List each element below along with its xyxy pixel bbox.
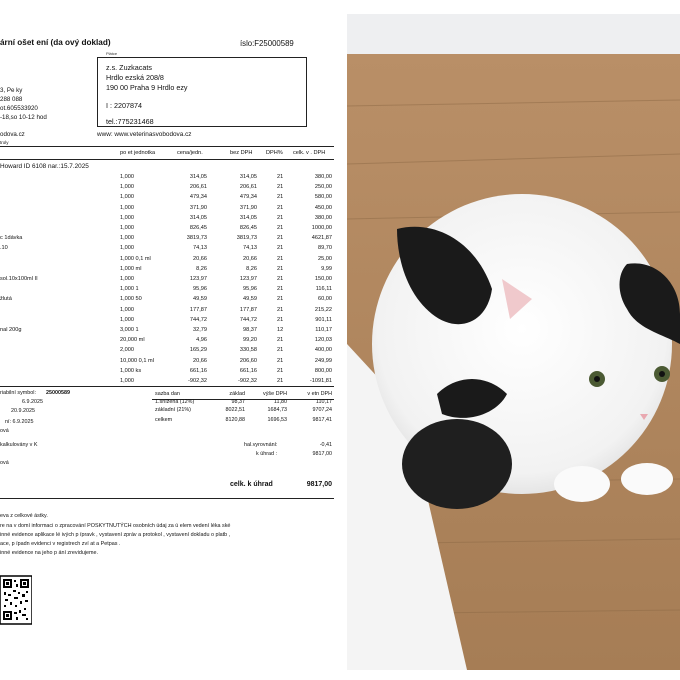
line-item-base: 661,16: [239, 367, 257, 374]
variable-symbol-value: 25000589: [46, 390, 70, 396]
issuer-line: -18,so 10-12 hod: [0, 114, 47, 121]
line-item-vat: 21: [277, 184, 284, 191]
line-item-vat: 21: [277, 214, 284, 221]
line-item-total: 4621,87: [311, 235, 332, 242]
date-issued: 6.9.2025: [22, 399, 43, 405]
issuer-line: ot.605533920: [0, 105, 38, 112]
line-item-base: 744,72: [239, 316, 257, 323]
line-item: [0, 287, 342, 297]
line-item-base: 123,97: [239, 276, 257, 282]
line-item: [0, 216, 342, 226]
line-item-base: 479,34: [239, 194, 257, 201]
date-taxable: ní: 6.9.2025: [5, 419, 34, 425]
line-item-qty: 1,000 0,1 ml: [120, 255, 151, 262]
grand-total-value: 9817,00: [306, 481, 332, 488]
line-item-vat: 12: [277, 327, 284, 333]
line-item: [0, 348, 342, 358]
line-item-qty: 1,000: [120, 214, 134, 221]
line-item-base: 8,26: [246, 265, 257, 272]
line-item: [0, 267, 342, 277]
payer-phone: tel.:775231468: [106, 117, 154, 126]
rounding-label: hal.vyrovnání:: [244, 442, 278, 448]
line-item-qty: 2,000: [120, 347, 134, 354]
line-item-qty: 1,000: [120, 174, 134, 180]
vat-summary-cell: 1696,53: [267, 417, 287, 423]
line-item-qty: 20,000 ml: [120, 337, 145, 344]
currency-note-2: ová: [0, 460, 9, 466]
grand-total-label: celk. k úhrad: [230, 481, 273, 488]
footer-line: re na v domí informaci o zpracování POSKYTNUTÝCH osobních údaj za ú elem vedení léka ské: [0, 523, 231, 529]
vat-summary-cell: výše DPH: [263, 391, 287, 397]
line-item-base: 99,20: [243, 337, 257, 344]
line-item: [0, 236, 342, 246]
line-item: [0, 206, 342, 216]
line-item-unit: 479,34: [189, 194, 207, 201]
line-item: [0, 379, 342, 389]
vat-summary-cell: 98,37: [231, 399, 245, 405]
line-item-vat: 21: [277, 306, 284, 313]
footer-line: eva z celkové ástky.: [0, 513, 48, 519]
line-item-name: .10: [0, 245, 8, 252]
line-item-vat: 21: [277, 276, 284, 282]
divider: [0, 159, 334, 160]
line-item-qty: 1,000: [120, 225, 134, 231]
line-item-unit: 744,72: [189, 316, 207, 323]
line-item-qty: 1,000 50: [120, 296, 142, 303]
vat-summary-cell: základní (21%): [155, 407, 191, 413]
line-item-base: 330,58: [239, 347, 257, 354]
line-item-vat: 21: [277, 174, 284, 180]
line-item-vat: 21: [277, 265, 284, 272]
line-item-base: 314,05: [239, 174, 257, 180]
line-item-vat: 21: [277, 357, 284, 364]
line-item-qty: 10,000 0,1 ml: [120, 357, 154, 364]
line-item-total: 110,17: [315, 327, 332, 333]
line-item-base: 206,60: [239, 357, 257, 364]
footer-line: inné evidence na jeho p ání zrevidujeme.: [0, 550, 98, 556]
line-item-qty: 3,000 1: [120, 327, 139, 333]
line-item-vat: 21: [277, 204, 284, 211]
issuer-line: odova.cz: [0, 131, 25, 138]
line-item-vat: 21: [277, 255, 284, 262]
payer-name: z.s. Zuzkacats: [106, 63, 152, 72]
issuer-line: troly: [0, 140, 9, 145]
line-item-total: -1091,81: [309, 378, 332, 384]
invoice-number: íslo:F25000589: [240, 39, 294, 48]
rounding-value: -0,41: [319, 442, 332, 448]
line-item-vat: 21: [277, 316, 284, 323]
line-item-total: 9,99: [321, 265, 332, 272]
line-item-qty: 1,000: [120, 306, 134, 313]
line-item: [0, 185, 342, 195]
line-item-qty: 1,000 ml: [120, 265, 142, 272]
line-item-name: sol.10x100ml II: [0, 276, 38, 282]
line-item-qty: 1,000: [120, 204, 134, 211]
line-item-base: 371,90: [239, 204, 257, 211]
line-item-base: 314,05: [239, 214, 257, 221]
divider: [0, 146, 334, 147]
divider: [0, 386, 334, 387]
line-item-total: 25,00: [318, 255, 332, 262]
line-item-total: 116,11: [315, 286, 332, 293]
col-vat-header: DPH%: [266, 150, 283, 156]
line-item-vat: 21: [277, 225, 284, 231]
issuer-line: 288 088: [0, 96, 23, 103]
issuer-line: 3, Pe ky: [0, 87, 23, 94]
line-item-qty: 1,000: [120, 316, 134, 323]
footer-line: ace, p ípadn evidenci v registrech zví at a Petpas .: [0, 541, 121, 547]
line-item-base: 98,37: [243, 327, 257, 333]
line-item-unit: 20,66: [193, 357, 207, 364]
line-item-qty: 1,000 ks: [120, 367, 142, 374]
line-item-total: 60,00: [318, 296, 332, 303]
line-item-total: 580,00: [314, 194, 332, 201]
line-item-total: 249,99: [314, 357, 332, 364]
line-item-base: 20,66: [243, 255, 257, 262]
line-item: [0, 359, 342, 369]
line-item-qty: 1,000: [120, 184, 134, 191]
line-item-vat: 21: [277, 194, 284, 201]
line-item-name: nal 200g: [0, 327, 22, 333]
line-item-unit: 20,66: [193, 255, 207, 262]
line-item-unit: 4,96: [196, 337, 207, 344]
line-item-unit: 826,45: [189, 225, 207, 231]
payer-street: Hrdlo ezská 208/8: [106, 73, 164, 82]
vat-summary-cell: 11,80: [273, 399, 287, 405]
line-item-total: 1000,00: [311, 225, 332, 231]
kitten-photo: [347, 14, 680, 670]
line-item-vat: 21: [277, 235, 284, 242]
line-item-vat: 21: [277, 245, 284, 252]
line-item-name: žlutá: [0, 296, 12, 303]
line-item-total: 380,00: [314, 174, 332, 180]
line-item-qty: 1,000: [120, 378, 134, 384]
line-item-base: -902,32: [238, 378, 257, 384]
line-item: [0, 246, 342, 256]
line-item-qty: 1,000: [120, 235, 134, 242]
vat-summary-cell: 9817,41: [312, 417, 332, 423]
line-item-unit: 371,90: [189, 204, 207, 211]
line-item-base: 3819,73: [236, 235, 257, 242]
line-item-base: 74,13: [243, 245, 257, 252]
line-item-base: 177,87: [239, 306, 257, 313]
line-item: [0, 318, 342, 328]
payer-label: Plátce: [106, 51, 118, 56]
variable-symbol-label: riabilní symbol:: [0, 390, 36, 396]
clinic-website: www: www.veterinasvobodova.cz: [97, 131, 192, 138]
vat-summary-cell: 8120,88: [225, 417, 245, 423]
line-item-unit: 95,96: [193, 286, 207, 293]
line-item-vat: 21: [277, 286, 284, 293]
vat-summary-cell: sazba dan: [155, 391, 180, 397]
date-due: 20.9.2025: [11, 408, 35, 414]
payer-id: I : 2207874: [106, 101, 142, 110]
line-item: [0, 297, 342, 307]
line-item-total: 400,00: [314, 347, 332, 354]
payer-city: 190 00 Praha 9 Hrdlo ezy: [106, 83, 188, 92]
line-item-unit: 74,13: [193, 245, 207, 252]
line-item-qty: 1,000: [120, 276, 134, 282]
line-item: [0, 308, 342, 318]
vat-summary-cell: 9707,24: [312, 407, 332, 413]
line-item-unit: 165,29: [189, 347, 207, 354]
line-item-name: c 1dávka: [0, 235, 23, 242]
footer-line: inné evidence aplikace lé ivých p ípravk , vystavení zpráv a protokol , vystavení dokladu o platb ,: [0, 532, 231, 538]
line-item: [0, 277, 342, 287]
line-item-total: 450,00: [314, 204, 332, 211]
line-item: [0, 257, 342, 267]
line-item-unit: 8,26: [196, 265, 207, 272]
line-item-qty: 1,000: [120, 245, 134, 252]
line-item-unit: -902,32: [188, 378, 207, 384]
col-base-header: bez DPH: [230, 150, 253, 156]
line-item-total: 250,00: [314, 184, 332, 191]
line-item-unit: 314,05: [189, 214, 207, 221]
to-pay-value: 9817,00: [312, 451, 332, 457]
vat-summary-cell: 1684,73: [267, 407, 287, 413]
line-item-qty: 1,000 1: [120, 286, 139, 293]
line-item: [0, 195, 342, 205]
line-item-unit: 3819,73: [186, 235, 207, 242]
line-item: [0, 369, 342, 379]
line-item-unit: 32,79: [193, 327, 207, 333]
line-item-total: 120,03: [314, 337, 332, 344]
payment-method: ová: [0, 428, 9, 434]
line-item-qty: 1,000: [120, 194, 134, 201]
line-item-unit: 49,59: [193, 296, 207, 303]
line-item-unit: 314,05: [189, 174, 207, 180]
line-item-vat: 21: [277, 296, 284, 303]
line-item-total: 901,11: [315, 316, 332, 323]
line-item-total: 89,70: [318, 245, 332, 252]
vat-summary-cell: základ: [229, 391, 245, 397]
invoice-title: ární ošet ení (da ový doklad): [0, 38, 111, 47]
qr-code: [0, 574, 32, 626]
line-item-vat: 21: [277, 378, 284, 384]
line-item-unit: 206,61: [189, 184, 207, 191]
line-item-total: 215,22: [314, 306, 332, 313]
vat-summary-cell: 8022,51: [225, 407, 245, 413]
line-item-vat: 21: [277, 367, 284, 374]
patient-line: Howard ID 6108 nar.:15.7.2025: [0, 163, 89, 170]
line-item-vat: 21: [277, 337, 284, 344]
line-item: [0, 175, 342, 185]
vat-summary-cell: 1.snížená (12%): [155, 399, 195, 405]
vat-summary-cell: v etn DPH: [307, 391, 332, 397]
line-item: [0, 338, 342, 348]
line-item-total: 380,00: [314, 214, 332, 221]
line-item-unit: 661,16: [189, 367, 207, 374]
line-item-base: 826,45: [239, 225, 257, 231]
line-item-base: 49,59: [243, 296, 257, 303]
currency-note: kalkulovány v K: [0, 442, 38, 448]
vat-summary-cell: 110,17: [315, 399, 332, 405]
line-item: [0, 226, 342, 236]
line-item-base: 206,61: [239, 184, 257, 191]
line-item-unit: 123,97: [189, 276, 207, 282]
vat-summary-cell: celkem: [155, 417, 173, 423]
col-total-header: celk. v . DPH: [293, 150, 326, 156]
line-item-total: 800,00: [314, 367, 332, 374]
line-item: [0, 328, 342, 338]
line-item-vat: 21: [277, 347, 284, 354]
line-item-total: 150,00: [314, 276, 332, 282]
to-pay-label: k úhrad :: [256, 451, 277, 457]
line-item-unit: 177,87: [189, 306, 207, 313]
col-qty-header: po et jednotka: [120, 150, 156, 156]
divider: [0, 498, 334, 499]
line-item-base: 95,96: [243, 286, 257, 293]
col-unit-header: cena/jedn.: [177, 150, 203, 156]
